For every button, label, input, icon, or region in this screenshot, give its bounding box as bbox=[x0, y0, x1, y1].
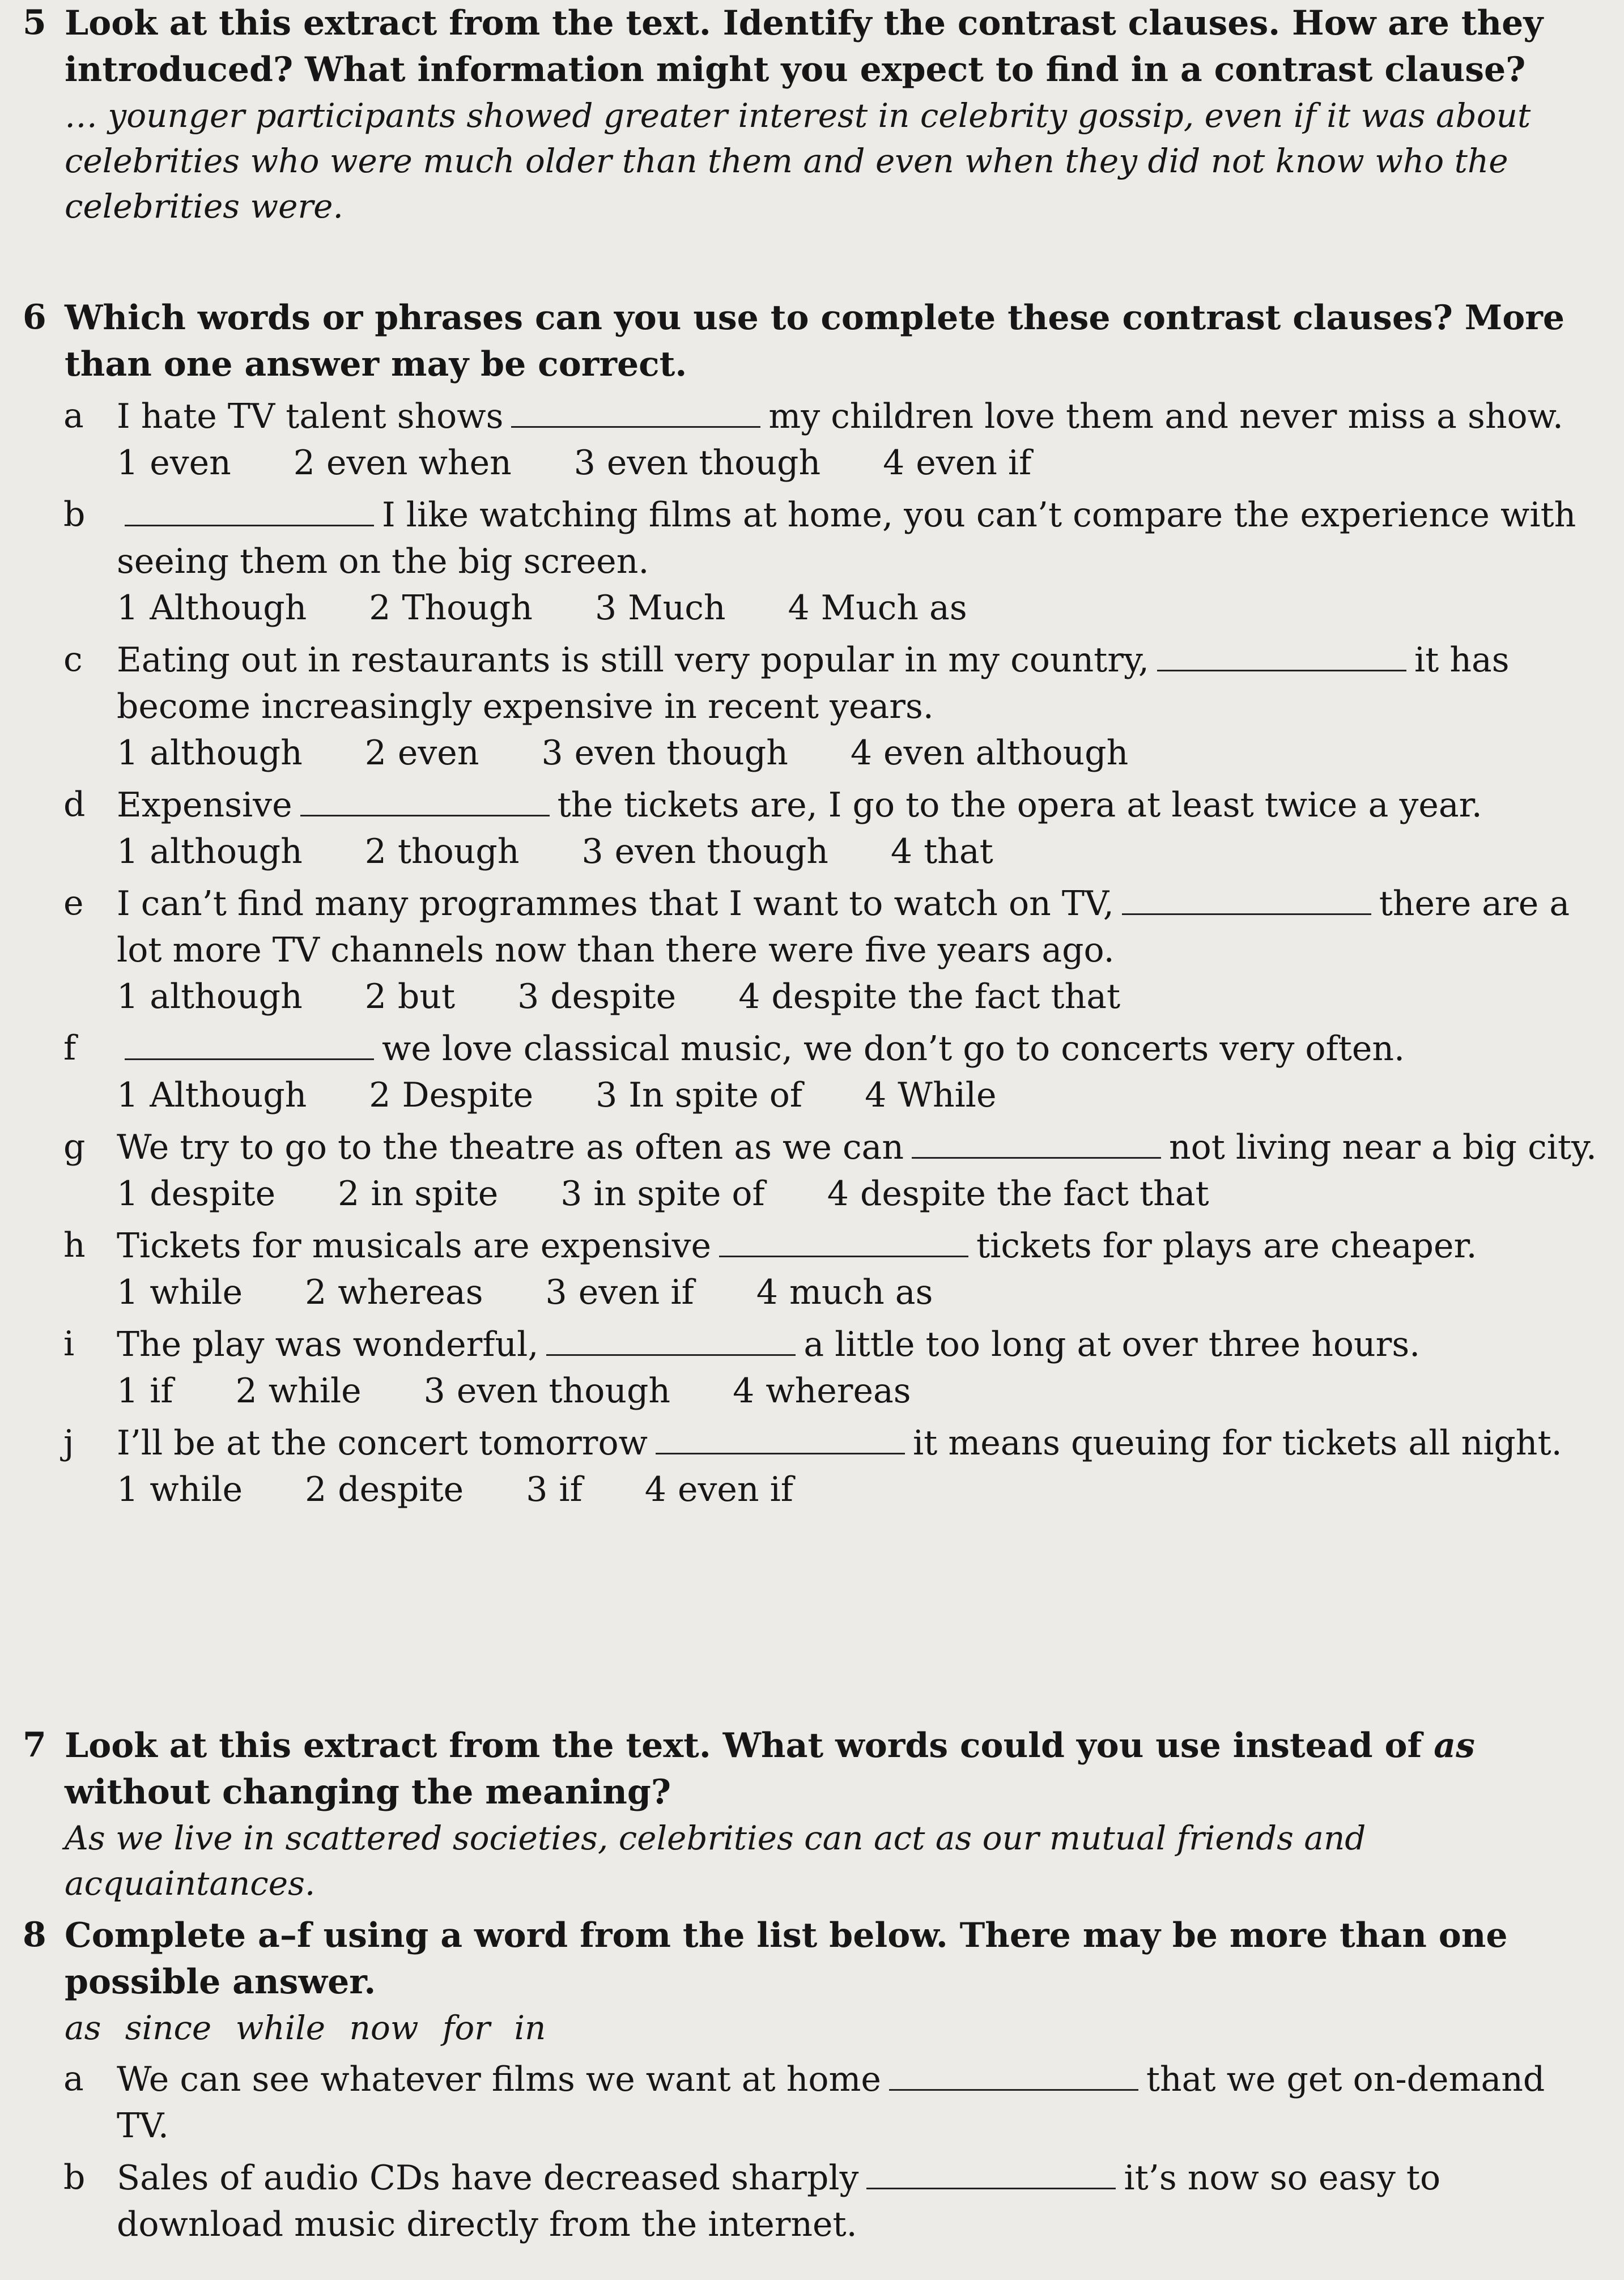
answer-option[interactable] bbox=[369, 585, 533, 631]
option-text: While bbox=[898, 1075, 997, 1115]
option-number: 1 bbox=[117, 1273, 139, 1312]
item-sentence bbox=[117, 880, 1604, 973]
sentence-end: it means queuing for tickets all night. bbox=[912, 1423, 1562, 1463]
answer-option[interactable] bbox=[117, 585, 307, 631]
option-number: 3 bbox=[541, 733, 563, 773]
word-list: as since while now for in bbox=[65, 2009, 546, 2047]
option-number: 2 bbox=[369, 588, 391, 628]
option-text: even bbox=[397, 733, 479, 773]
exercise-items bbox=[23, 2056, 1604, 2248]
option-number: 1 bbox=[117, 443, 139, 483]
item-sentence bbox=[117, 1026, 1604, 1072]
exercise-item-g bbox=[65, 1124, 1604, 1217]
answer-option[interactable] bbox=[365, 828, 520, 875]
answer-blank[interactable] bbox=[719, 1231, 968, 1257]
option-text: even if bbox=[916, 443, 1032, 483]
sentence-start: The play was wonderful, bbox=[117, 1325, 539, 1364]
exercise-item-b bbox=[65, 2155, 1604, 2248]
answer-option[interactable] bbox=[560, 1171, 765, 1217]
option-text: although bbox=[150, 977, 303, 1016]
sentence-end: we love classical music, we don’t go to concerts very often. bbox=[382, 1029, 1405, 1069]
option-text: if bbox=[559, 1470, 583, 1509]
answer-blank[interactable] bbox=[125, 500, 374, 526]
text-extract: … younger participants showed greater interest in celebrity gossip, even if it was about celebrities who were much older than them and even when they did not know who the celebrities were. bbox=[65, 96, 1531, 226]
option-text: even though bbox=[614, 832, 828, 871]
sentence-start: We can see whatever films we want at home bbox=[117, 2060, 881, 2099]
exercise-item-h bbox=[65, 1223, 1604, 1316]
option-number: 2 bbox=[338, 1174, 360, 1214]
option-text: In spite of bbox=[628, 1075, 803, 1115]
option-text: Much bbox=[628, 588, 726, 628]
exercise-item-c bbox=[65, 637, 1604, 776]
item-letter: a bbox=[63, 2059, 84, 2099]
item-sentence bbox=[117, 2155, 1604, 2248]
task-7 bbox=[23, 1722, 1604, 1906]
answer-blank[interactable] bbox=[1122, 888, 1371, 915]
item-letter: d bbox=[63, 785, 86, 824]
answer-blank[interactable] bbox=[866, 2163, 1116, 2189]
task-5 bbox=[23, 0, 1604, 229]
answer-option[interactable] bbox=[369, 1072, 533, 1118]
answer-blank[interactable] bbox=[1157, 645, 1406, 671]
item-letter: f bbox=[63, 1028, 76, 1068]
item-sentence bbox=[117, 2056, 1604, 2149]
answer-option[interactable] bbox=[117, 440, 231, 486]
answer-blank[interactable] bbox=[656, 1428, 905, 1454]
option-number: 1 bbox=[117, 1174, 139, 1214]
option-number: 3 bbox=[581, 832, 603, 871]
answer-options bbox=[117, 585, 1604, 631]
answer-option[interactable] bbox=[236, 1368, 362, 1414]
exercise-item-a bbox=[65, 2056, 1604, 2149]
option-text: despite the fact that bbox=[771, 977, 1121, 1016]
option-text: despite bbox=[550, 977, 677, 1016]
answer-blank[interactable] bbox=[546, 1329, 796, 1356]
sentence-start: We try to go to the theatre as often as we can bbox=[117, 1128, 904, 1167]
answer-option[interactable] bbox=[574, 440, 820, 486]
answer-option[interactable] bbox=[338, 1171, 498, 1217]
sentence-end: that we get on-demand TV. bbox=[117, 2060, 1545, 2146]
option-text: despite the fact that bbox=[860, 1174, 1209, 1214]
answer-option[interactable] bbox=[827, 1171, 1209, 1217]
option-number: 1 bbox=[117, 733, 139, 773]
task-heading bbox=[65, 1722, 1604, 1815]
answer-option[interactable] bbox=[365, 730, 479, 776]
answer-options bbox=[117, 730, 1604, 776]
heading-text: Look at this extract from the text. What words could you use instead of bbox=[65, 1726, 1434, 1766]
task-number: 6 bbox=[23, 297, 46, 337]
sentence-start: Sales of audio CDs have decreased sharply bbox=[117, 2158, 859, 2198]
answer-option[interactable] bbox=[595, 585, 726, 631]
sentence-start: I hate TV talent shows bbox=[117, 397, 504, 436]
sentence-start: I’ll be at the concert tomorrow bbox=[117, 1423, 648, 1463]
answer-option[interactable] bbox=[546, 1269, 694, 1316]
exercise-items bbox=[23, 393, 1604, 1513]
answer-option[interactable] bbox=[526, 1466, 583, 1513]
answer-option[interactable] bbox=[541, 730, 788, 776]
option-number: 2 bbox=[364, 832, 386, 871]
option-number: 1 bbox=[117, 1470, 139, 1509]
sentence-end: a little too long at over three hours. bbox=[804, 1325, 1421, 1364]
option-number: 4 bbox=[756, 1273, 778, 1312]
item-letter: e bbox=[63, 883, 84, 923]
answer-options bbox=[117, 1466, 1604, 1513]
answer-option[interactable] bbox=[305, 1269, 483, 1316]
task-number: 5 bbox=[23, 3, 46, 42]
answer-option[interactable] bbox=[117, 730, 303, 776]
option-text: although bbox=[150, 733, 303, 773]
option-number: 3 bbox=[526, 1470, 548, 1509]
sentence-start: I can’t find many programmes that I want to watch on TV, bbox=[117, 884, 1114, 924]
option-number: 1 bbox=[117, 832, 139, 871]
task-8 bbox=[23, 1912, 1604, 2248]
option-number: 4 bbox=[890, 832, 913, 871]
option-text: while bbox=[268, 1371, 362, 1411]
option-text: even if bbox=[677, 1470, 794, 1509]
item-sentence bbox=[117, 782, 1604, 828]
sentence-end: it’s now so easy to download music directly from the internet. bbox=[117, 2158, 1441, 2244]
item-sentence bbox=[117, 492, 1604, 585]
heading-text: without changing the meaning? bbox=[65, 1772, 671, 1812]
answer-option[interactable] bbox=[738, 973, 1120, 1020]
answer-blank[interactable] bbox=[889, 2064, 1138, 2091]
exercise-item-a bbox=[65, 393, 1604, 486]
option-number: 3 bbox=[545, 1273, 567, 1312]
option-text: even although bbox=[883, 733, 1129, 773]
option-text: Though bbox=[402, 588, 533, 628]
task-heading: Look at this extract from the text. Identify the contrast clauses. How are they introduced? What information might you expect to find in a contrast clause? bbox=[65, 3, 1544, 90]
option-text: despite bbox=[338, 1470, 464, 1509]
answer-option[interactable] bbox=[865, 1072, 996, 1118]
option-number: 2 bbox=[369, 1075, 391, 1115]
text-extract: As we live in scattered societies, celebrities can act as our mutual friends and acquaintances. bbox=[65, 1819, 1366, 1903]
item-letter: b bbox=[63, 495, 86, 534]
answer-options bbox=[117, 1171, 1604, 1217]
option-number: 2 bbox=[305, 1273, 327, 1312]
option-number: 2 bbox=[305, 1470, 327, 1509]
answer-blank[interactable] bbox=[300, 790, 550, 816]
answer-option[interactable] bbox=[517, 973, 676, 1020]
option-number: 4 bbox=[827, 1174, 849, 1214]
option-text: Although bbox=[150, 1075, 307, 1115]
option-text: even if bbox=[578, 1273, 694, 1312]
answer-option[interactable] bbox=[117, 1171, 275, 1217]
option-text: Despite bbox=[402, 1075, 534, 1115]
item-letter: j bbox=[63, 1423, 74, 1462]
answer-options bbox=[117, 1269, 1604, 1316]
answer-option[interactable] bbox=[117, 973, 303, 1020]
sentence-end: the tickets are, I go to the opera at least twice a year. bbox=[557, 785, 1482, 825]
answer-option[interactable] bbox=[117, 1368, 173, 1414]
item-sentence bbox=[117, 1420, 1604, 1466]
option-text: Although bbox=[150, 588, 307, 628]
option-number: 2 bbox=[235, 1371, 257, 1411]
option-text: even bbox=[150, 443, 231, 483]
sentence-start: Eating out in restaurants is still very popular in my country, bbox=[117, 640, 1149, 680]
answer-options bbox=[117, 1368, 1604, 1414]
option-number: 3 bbox=[573, 443, 596, 483]
option-text: even though bbox=[606, 443, 821, 483]
sentence-end: not living near a big city. bbox=[1168, 1128, 1597, 1167]
option-number: 3 bbox=[596, 1075, 618, 1115]
exercise-item-f bbox=[65, 1026, 1604, 1118]
answer-option[interactable] bbox=[891, 828, 993, 875]
option-text: whereas bbox=[766, 1371, 911, 1411]
answer-options bbox=[117, 440, 1604, 486]
answer-option[interactable] bbox=[294, 440, 512, 486]
item-letter: c bbox=[63, 640, 83, 679]
answer-option[interactable] bbox=[596, 1072, 802, 1118]
answer-option[interactable] bbox=[365, 973, 455, 1020]
sentence-end: there are a lot more TV channels now than there were five years ago. bbox=[117, 884, 1570, 970]
answer-option[interactable] bbox=[117, 1072, 307, 1118]
option-text: despite bbox=[150, 1174, 276, 1214]
item-sentence bbox=[117, 1223, 1604, 1269]
option-number: 3 bbox=[517, 977, 539, 1016]
item-sentence bbox=[117, 637, 1604, 730]
option-text: in spite of bbox=[593, 1174, 765, 1214]
option-number: 2 bbox=[364, 733, 386, 773]
answer-option[interactable] bbox=[883, 440, 1031, 486]
answer-option[interactable] bbox=[117, 828, 303, 875]
sentence-start: Tickets for musicals are expensive bbox=[117, 1226, 712, 1266]
option-number: 1 bbox=[117, 1371, 139, 1411]
answer-options bbox=[117, 1072, 1604, 1118]
exercise-item-i bbox=[65, 1321, 1604, 1414]
option-text: but bbox=[397, 977, 456, 1016]
item-sentence bbox=[117, 393, 1604, 440]
option-number: 2 bbox=[364, 977, 386, 1016]
item-letter: h bbox=[63, 1226, 86, 1265]
answer-option[interactable] bbox=[645, 1466, 793, 1513]
answer-options bbox=[117, 828, 1604, 875]
answer-blank[interactable] bbox=[912, 1132, 1161, 1159]
option-text: Much as bbox=[820, 588, 967, 628]
option-number: 1 bbox=[117, 588, 139, 628]
option-number: 1 bbox=[117, 977, 139, 1016]
answer-option[interactable] bbox=[756, 1269, 933, 1316]
exercise-item-d bbox=[65, 782, 1604, 875]
option-text: even when bbox=[326, 443, 512, 483]
option-number: 4 bbox=[738, 977, 760, 1016]
option-number: 3 bbox=[423, 1371, 445, 1411]
option-number: 4 bbox=[865, 1075, 887, 1115]
option-text: although bbox=[150, 832, 303, 871]
answer-option[interactable] bbox=[733, 1368, 911, 1414]
answer-option[interactable] bbox=[788, 585, 967, 631]
item-letter: a bbox=[63, 396, 84, 436]
exercise-item-j bbox=[65, 1420, 1604, 1513]
sentence-end: it has become increasingly expensive in recent years. bbox=[117, 640, 1510, 726]
answer-option[interactable] bbox=[424, 1368, 670, 1414]
item-letter: g bbox=[63, 1127, 86, 1167]
answer-option[interactable] bbox=[851, 730, 1128, 776]
task-heading: Which words or phrases can you use to complete these contrast clauses? More than one answer may be correct. bbox=[65, 298, 1565, 384]
exercise-item-e bbox=[65, 880, 1604, 1020]
task-number: 8 bbox=[23, 1915, 46, 1955]
exercise-item-b bbox=[65, 492, 1604, 631]
item-letter: b bbox=[63, 2158, 86, 2197]
task-heading: Complete a–f using a word from the list below. There may be more than one possible answer. bbox=[65, 1916, 1508, 2002]
option-number: 4 bbox=[733, 1371, 755, 1411]
answer-option[interactable] bbox=[117, 1466, 243, 1513]
option-text: even though bbox=[574, 733, 788, 773]
option-number: 4 bbox=[883, 443, 905, 483]
option-text: in spite bbox=[371, 1174, 499, 1214]
option-text: if bbox=[150, 1371, 173, 1411]
option-text: whereas bbox=[338, 1273, 483, 1312]
sentence-end: my children love them and never miss a show. bbox=[768, 397, 1563, 436]
option-text: even though bbox=[456, 1371, 671, 1411]
option-number: 4 bbox=[788, 588, 810, 628]
option-text: though bbox=[397, 832, 520, 871]
task-number: 7 bbox=[23, 1725, 46, 1765]
answer-option[interactable] bbox=[305, 1466, 464, 1513]
answer-options bbox=[117, 973, 1604, 1020]
answer-option[interactable] bbox=[581, 828, 828, 875]
option-number: 3 bbox=[560, 1174, 583, 1214]
answer-option[interactable] bbox=[117, 1269, 243, 1316]
item-sentence bbox=[117, 1124, 1604, 1171]
option-number: 1 bbox=[117, 1075, 139, 1115]
answer-blank[interactable] bbox=[125, 1033, 374, 1060]
option-number: 2 bbox=[293, 443, 315, 483]
option-number: 3 bbox=[594, 588, 617, 628]
heading-keyword: as bbox=[1434, 1726, 1475, 1766]
task-6 bbox=[23, 295, 1604, 1513]
answer-blank[interactable] bbox=[511, 401, 760, 428]
sentence-end: I like watching films at home, you can’t compare the experience with seeing them on the big screen. bbox=[117, 495, 1576, 581]
item-sentence bbox=[117, 1321, 1604, 1368]
option-text: while bbox=[150, 1273, 243, 1312]
option-text: much as bbox=[789, 1273, 933, 1312]
item-letter: i bbox=[63, 1324, 75, 1364]
option-number: 4 bbox=[850, 733, 873, 773]
sentence-end: tickets for plays are cheaper. bbox=[976, 1226, 1477, 1266]
option-text: that bbox=[924, 832, 993, 871]
sentence-start: Expensive bbox=[117, 785, 292, 825]
option-number: 4 bbox=[644, 1470, 666, 1509]
option-text: while bbox=[150, 1470, 243, 1509]
